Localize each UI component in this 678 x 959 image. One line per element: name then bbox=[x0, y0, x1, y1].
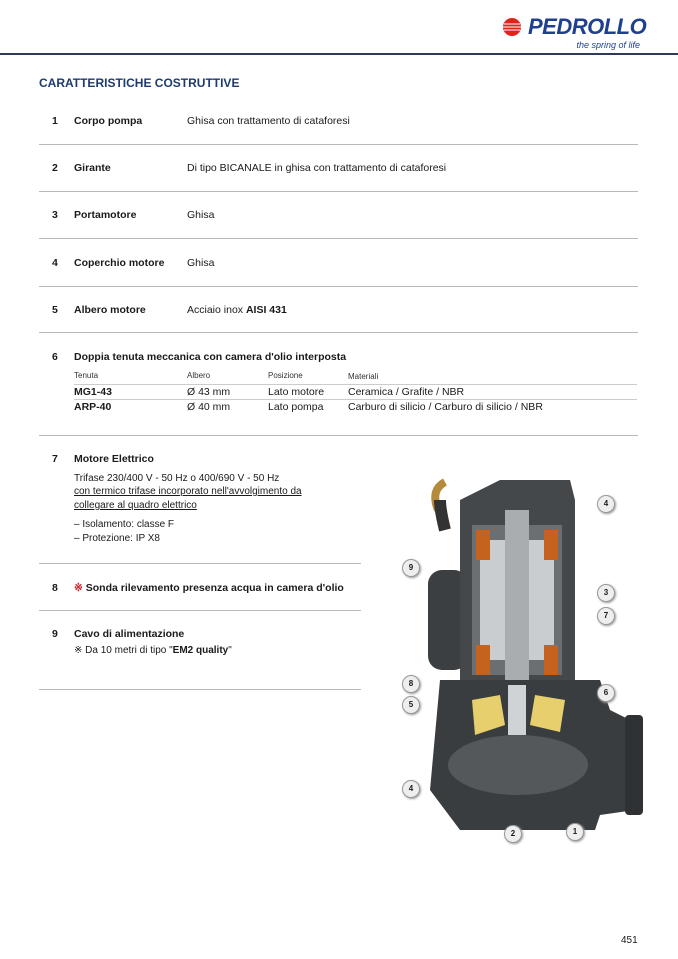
table-cell: Ø 43 mm bbox=[187, 386, 231, 398]
item-label: Albero motore bbox=[74, 304, 146, 316]
cable-text bbox=[74, 645, 232, 656]
item-number: 4 bbox=[52, 257, 58, 269]
item-number: 2 bbox=[52, 162, 58, 174]
callout-9: 9 bbox=[402, 559, 420, 577]
asterism-icon: ※ bbox=[74, 582, 83, 594]
item-number: 5 bbox=[52, 304, 58, 316]
callout-4: 4 bbox=[402, 780, 420, 798]
divider bbox=[39, 144, 638, 145]
item-label: Corpo pompa bbox=[74, 115, 143, 127]
callout-5: 5 bbox=[402, 696, 420, 714]
brand-tagline: the spring of life bbox=[576, 40, 640, 50]
table-cell: Ceramica / Grafite / NBR bbox=[348, 386, 465, 398]
divider bbox=[39, 563, 361, 564]
item-value: Ghisa bbox=[187, 257, 215, 269]
item-number: 8 bbox=[52, 582, 58, 594]
table-header: Posizione bbox=[268, 371, 303, 380]
logo-mark-icon bbox=[500, 17, 526, 37]
item-label: Cavo di alimentazione bbox=[74, 628, 185, 640]
table-cell: Lato motore bbox=[268, 386, 325, 398]
table-rule bbox=[74, 399, 637, 400]
table-cell: ARP-40 bbox=[74, 401, 112, 413]
insulation: – Isolamento: classe F bbox=[74, 519, 175, 530]
cable-text-bold: EM2 quality bbox=[172, 645, 229, 656]
table-cell: MG1-43 bbox=[74, 386, 112, 398]
item-number: 9 bbox=[52, 628, 58, 640]
divider bbox=[39, 689, 361, 690]
table-cell: Carburo di silicio / Carburo di silicio / NBR bbox=[348, 401, 543, 413]
protection: – Protezione: IP X8 bbox=[74, 533, 160, 544]
probe-label: Sonda rilevamento presenza acqua in camera d'olio bbox=[85, 582, 344, 594]
table-header: Tenuta bbox=[74, 371, 99, 380]
page-title: CARATTERISTICHE COSTRUTTIVE bbox=[39, 76, 240, 90]
item-value: Di tipo BICANALE in ghisa con trattamento di cataforesi bbox=[187, 162, 447, 174]
motor-line: collegare al quadro elettrico bbox=[74, 500, 197, 511]
callout-8: 8 bbox=[402, 675, 420, 693]
item-number: 1 bbox=[52, 115, 58, 127]
item-label: Doppia tenuta meccanica con camera d'olio interposta bbox=[74, 351, 347, 363]
motor-line: Trifase 230/400 V - 50 Hz o 400/690 V - 50 Hz bbox=[74, 473, 280, 484]
callout-1: 1 bbox=[566, 823, 584, 841]
divider bbox=[39, 191, 638, 192]
table-header: Albero bbox=[187, 371, 211, 380]
item-label bbox=[74, 582, 344, 594]
header-rule bbox=[0, 53, 678, 55]
divider bbox=[39, 435, 638, 436]
callout-2: 2 bbox=[504, 825, 522, 843]
item-label: Portamotore bbox=[74, 209, 137, 221]
divider bbox=[39, 238, 638, 239]
table-cell: Ø 40 mm bbox=[187, 401, 231, 413]
table-header: Materiali bbox=[348, 372, 379, 381]
callout-3: 3 bbox=[597, 584, 615, 602]
divider bbox=[39, 332, 638, 333]
item-label: Coperchio motore bbox=[74, 257, 165, 269]
pedrollo-logo bbox=[500, 14, 650, 50]
item-number: 3 bbox=[52, 209, 58, 221]
cable-text-end: " bbox=[228, 645, 232, 656]
item-value: Ghisa bbox=[187, 209, 215, 221]
item-label: Girante bbox=[74, 162, 111, 174]
pump-cutaway-illustration bbox=[400, 470, 660, 850]
callout-4: 4 bbox=[597, 495, 615, 513]
item-number: 7 bbox=[52, 453, 58, 465]
table-cell: Lato pompa bbox=[268, 401, 324, 413]
callout-7: 7 bbox=[597, 607, 615, 625]
item-number: 6 bbox=[52, 351, 58, 363]
divider bbox=[39, 610, 361, 611]
motor-line: con termico trifase incorporato nell'avvolgimento da bbox=[74, 486, 302, 497]
item-label: Motore Elettrico bbox=[74, 453, 154, 465]
item-value bbox=[187, 304, 287, 316]
callout-6: 6 bbox=[597, 684, 615, 702]
cable-text-1: Da 10 metri di tipo " bbox=[82, 645, 173, 656]
brand-name: PEDROLLO bbox=[528, 14, 647, 39]
page-number: 451 bbox=[621, 935, 638, 946]
table-rule bbox=[74, 384, 637, 385]
asterism-icon: ※ bbox=[74, 645, 83, 656]
value-text: Acciaio inox bbox=[187, 304, 246, 316]
item-value: Ghisa con trattamento di cataforesi bbox=[187, 115, 350, 127]
value-bold: AISI 431 bbox=[245, 304, 287, 316]
divider bbox=[39, 286, 638, 287]
